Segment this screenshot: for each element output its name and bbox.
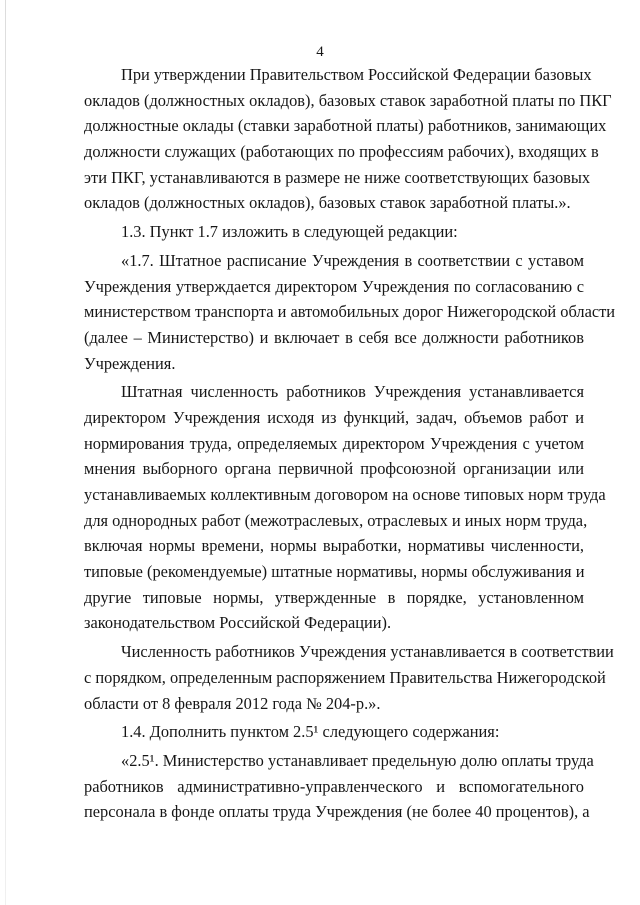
text-line: для однородных работ (межотраслевых, отраслевых и иных норм труда,: [84, 510, 588, 530]
text-line: Учреждения.: [84, 353, 176, 373]
text-line: эти ПКГ, устанавливаются в размере не ниже соответствующих базовых: [84, 167, 591, 187]
text-line: мнения выборного органа первичной профсоюзной организации или: [84, 459, 584, 479]
paragraph-item-2-5-1: [84, 748, 594, 825]
page-number: 4: [316, 44, 324, 60]
paragraph-item-1-3: [84, 219, 584, 245]
paragraph-base-salaries: [84, 62, 612, 216]
text-line: 1.4. Дополнить пунктом 2.5¹ следующего содержания:: [121, 722, 500, 742]
paragraph-item-1-7: [84, 248, 616, 376]
paragraph-staff-order: [84, 639, 614, 716]
text-line: другие типовые нормы, утвержденные в порядке, установленном: [84, 587, 584, 607]
text-line: окладов (должностных окладов), базовых ставок заработной платы.».: [84, 193, 571, 213]
text-line: министерством транспорта и автомобильных дорог Нижегородской области: [84, 302, 616, 322]
text-line: должности служащих (работающих по профессиям рабочих), входящих в: [84, 142, 599, 162]
paragraph-item-1-4: [84, 719, 584, 745]
text-line: устанавливаемых коллективным договором на основе типовых норм труда: [84, 485, 606, 504]
document-body: [84, 62, 616, 825]
text-line: При утверждении Правительством Российской Федерации базовых: [121, 65, 592, 84]
text-line: директором Учреждения исходя из функций, задач, объемов работ и: [84, 407, 584, 427]
text-line: включая нормы времени, нормы выработки, нормативы численности,: [84, 536, 584, 556]
paragraph-staff-number: [84, 379, 606, 636]
text-line: нормирования труда, определяемых директором Учреждения с учетом: [84, 433, 584, 453]
text-line: работников административно-управленческого и вспомогательного: [84, 776, 584, 796]
text-line: персонала в фонде оплаты труда Учреждения (не более 40 процентов), а: [84, 802, 590, 822]
text-line: Учреждения утверждается директором Учреждения по согласованию с: [84, 276, 584, 296]
text-line: должностные оклады (ставки заработной платы) работников, занимающих: [84, 116, 607, 136]
text-line: типовые (рекомендуемые) штатные нормативы, нормы обслуживания и: [84, 562, 585, 582]
text-line: Штатная численность работников Учреждения устанавливается: [121, 382, 584, 402]
text-line: «1.7. Штатное расписание Учреждения в соответствии с уставом: [121, 250, 584, 270]
text-line: окладов (должностных окладов), базовых ставок заработной платы по ПКГ: [84, 90, 612, 110]
text-line: Численность работников Учреждения устанавливается в соответствии: [121, 642, 614, 662]
text-line: области от 8 февраля 2012 года № 204-р.».: [84, 693, 381, 713]
text-line: законодательством Российской Федерации).: [84, 613, 392, 633]
scan-margin-rule: [5, 0, 6, 905]
text-line: с порядком, определенным распоряжением Правительства Нижегородской: [84, 667, 606, 687]
text-line: (далее – Министерство) и включает в себя все должности работников: [84, 327, 584, 347]
text-line: 1.3. Пункт 1.7 изложить в следующей редакции:: [121, 222, 458, 242]
text-line: «2.5¹. Министерство устанавливает предельную долю оплаты труда: [121, 750, 594, 770]
